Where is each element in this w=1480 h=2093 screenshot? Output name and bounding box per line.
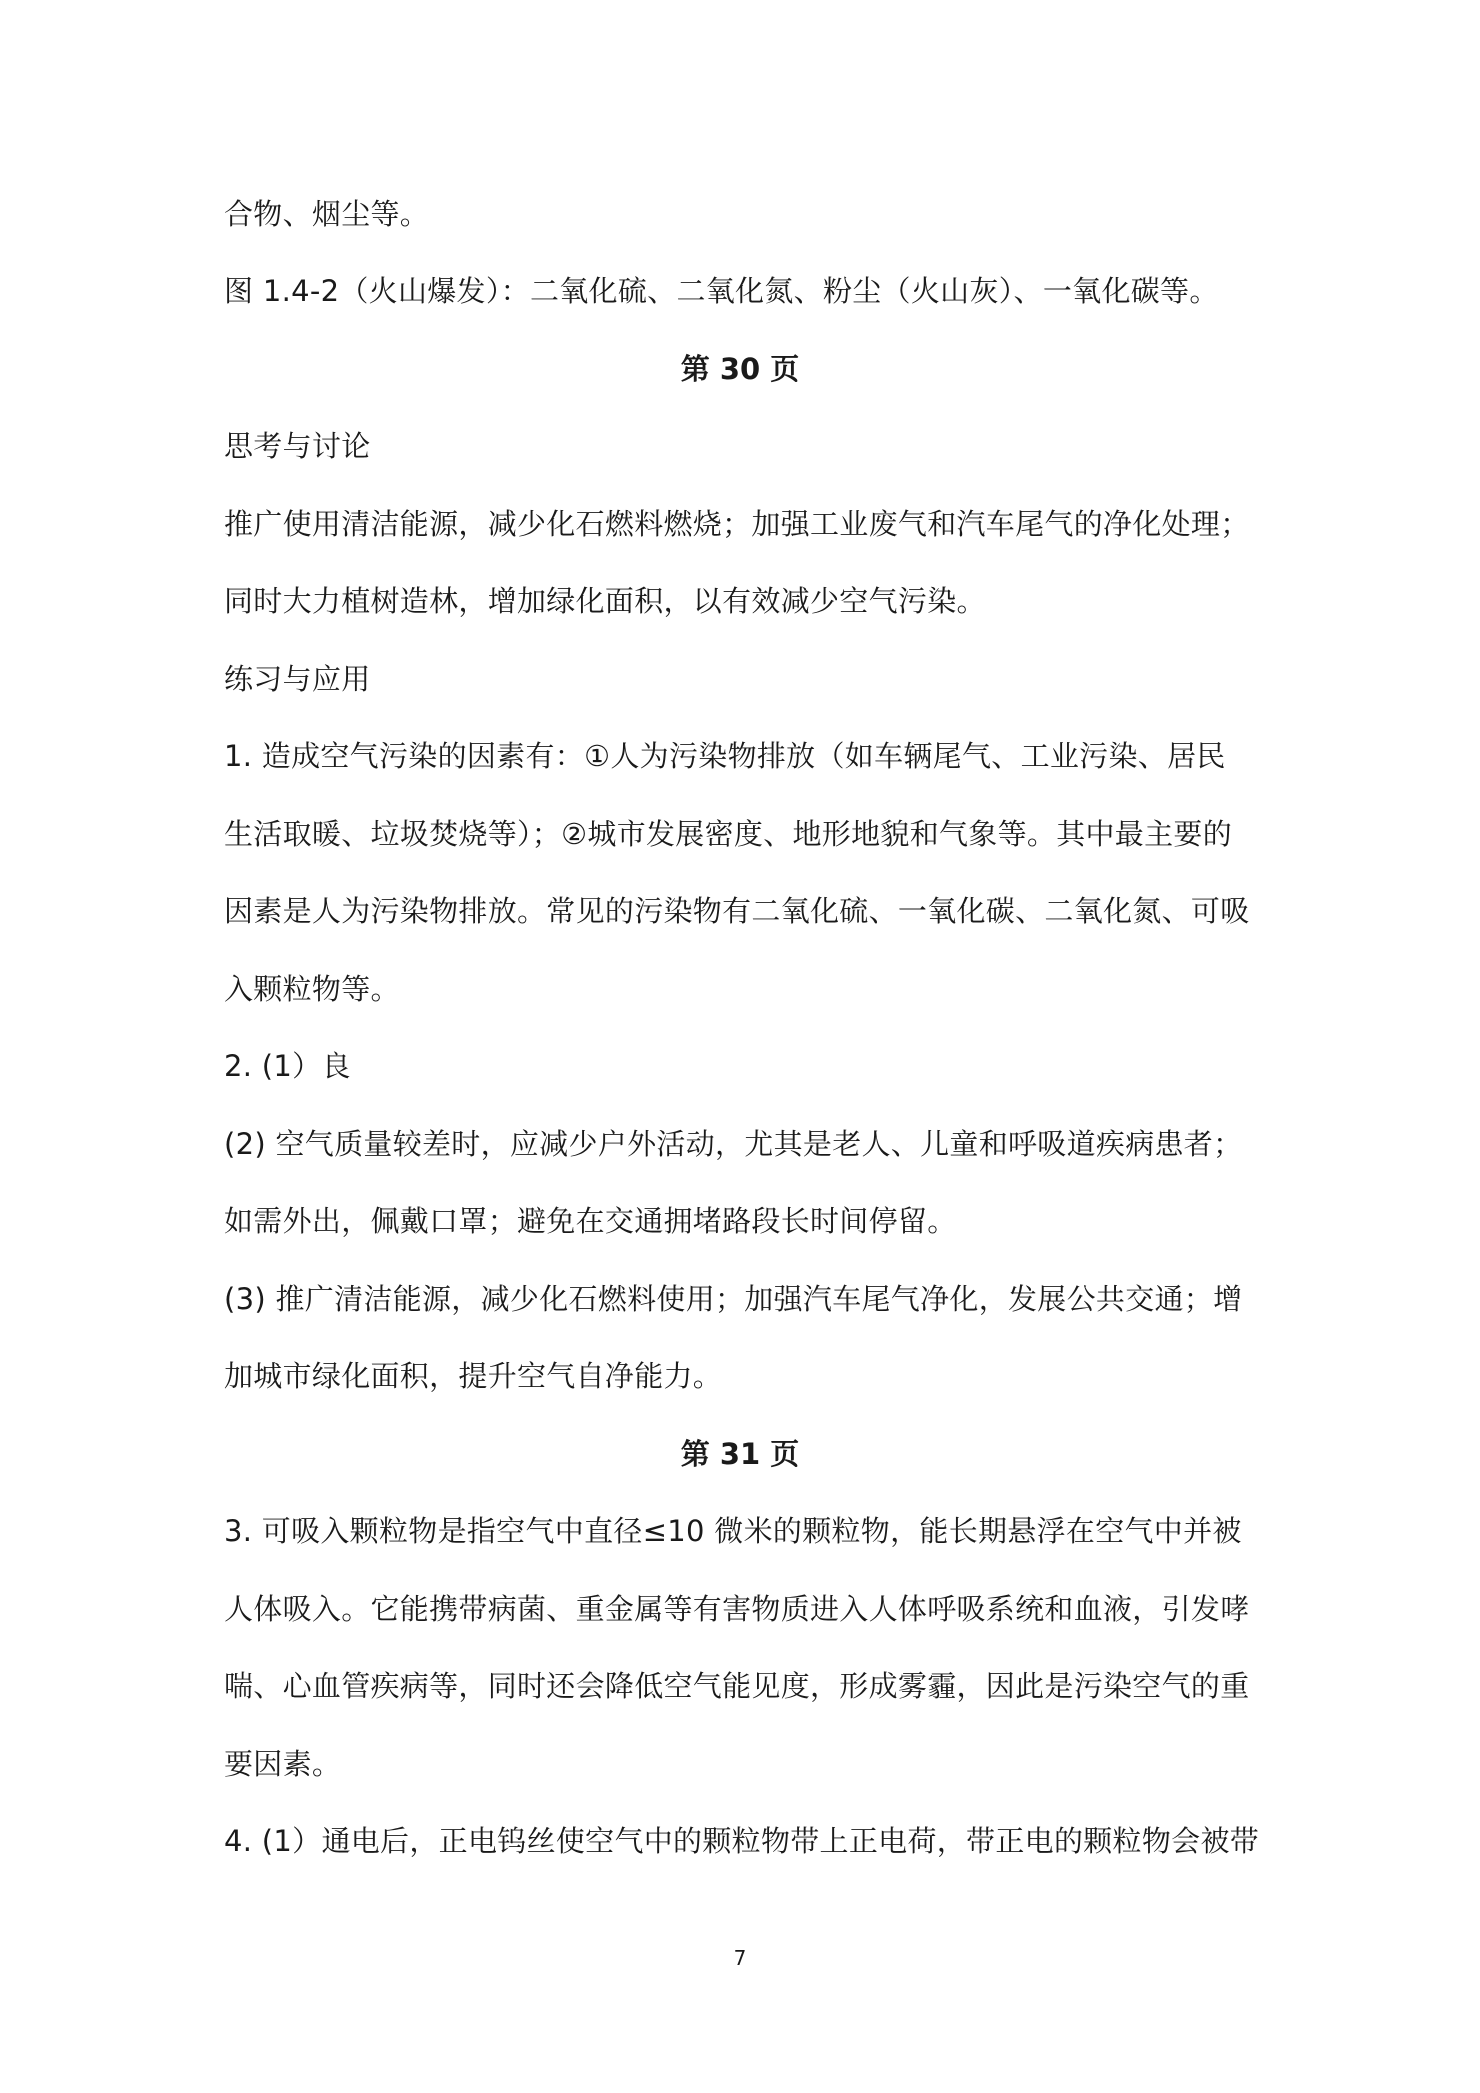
text-line: 加城市绿化面积，提升空气自净能力。 (224, 1359, 723, 1393)
text-line: 如需外出，佩戴口罩；避免在交通拥堵路段长时间停留。 (224, 1204, 957, 1238)
section-title-exercises: 练习与应用 (224, 662, 371, 696)
text-line: 因素是人为污染物排放。常见的污染物有二氧化硫、一氧化碳、二氧化氮、可吸 (224, 894, 1250, 928)
text-line: (3) 推广清洁能源，减少化石燃料使用；加强汽车尾气净化，发展公共交通；增 (224, 1282, 1243, 1316)
page-heading-31: 第 31 页 (680, 1437, 800, 1471)
text-line: 要因素。 (224, 1747, 342, 1781)
text-line: 合物、烟尘等。 (224, 197, 430, 231)
text-line: 人体吸入。它能携带病菌、重金属等有害物质进入人体呼吸系统和血液，引发哮 (224, 1592, 1250, 1626)
text-line: 3. 可吸入颗粒物是指空气中直径≤10 微米的颗粒物，能长期悬浮在空气中并被 (224, 1514, 1242, 1548)
text-line: 4. (1）通电后，正电钨丝使空气中的颗粒物带上正电荷，带正电的颗粒物会被带 (224, 1824, 1260, 1858)
text-line: (2) 空气质量较差时，应减少户外活动，尤其是老人、儿童和呼吸道疾病患者； (224, 1127, 1243, 1161)
page-heading-30: 第 30 页 (680, 352, 800, 386)
section-title-discussion: 思考与讨论 (224, 429, 371, 463)
text-line: 1. 造成空气污染的因素有：①人为污染物排放（如车辆尾气、工业污染、居民 (224, 739, 1226, 773)
page-number: 7 (733, 1946, 747, 1970)
text-line: 推广使用清洁能源，减少化石燃料燃烧；加强工业废气和汽车尾气的净化处理； (224, 507, 1250, 541)
text-line: 同时大力植树造林，增加绿化面积，以有效减少空气污染。 (224, 584, 986, 618)
text-line: 入颗粒物等。 (224, 972, 400, 1006)
text-line: 喘、心血管疾病等，同时还会降低空气能见度，形成雾霾，因此是污染空气的重 (224, 1669, 1250, 1703)
text-line: 生活取暖、垃圾焚烧等）；②城市发展密度、地形地貌和气象等。其中最主要的 (224, 817, 1232, 851)
text-line: 2. (1）良 (224, 1049, 351, 1083)
figure-caption-line: 图 1.4-2（火山爆发）：二氧化硫、二氧化氮、粉尘（火山灰）、一氧化碳等。 (224, 274, 1219, 308)
